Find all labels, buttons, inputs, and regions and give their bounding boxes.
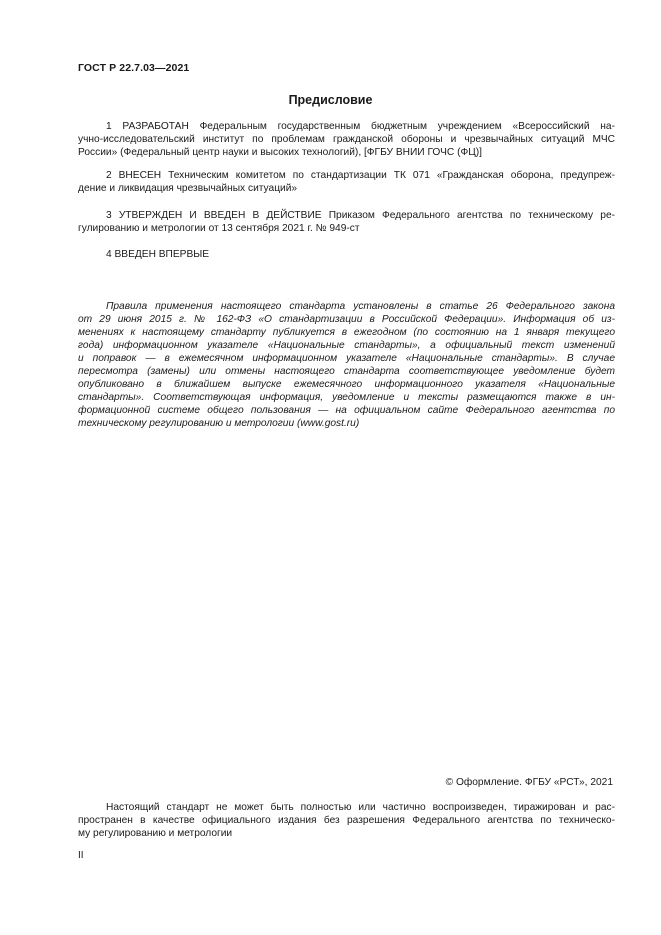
notice-line: года) информационном указателе «Национальные стандарты», а официальный текст изменений bbox=[78, 340, 615, 351]
notice-line: техническому регулированию и метрологии (www.gost.ru) bbox=[78, 418, 360, 429]
notice-line: менениях к настоящему стандарту публикуется в ежегодном (по состоянию на 1 января текущего bbox=[78, 327, 615, 338]
notice-line: пересмотра (замены) или отмены настоящего стандарта соответствующее уведомление будет bbox=[78, 366, 615, 377]
notice-line: и поправок — в ежемесячном информационном указателе «Национальные стандарты». В случае bbox=[78, 353, 615, 364]
preface-item-1-line-2: учно-исследовательский институт по проблемам гражданской обороны и чрезвычайных ситуаций МЧС bbox=[78, 134, 615, 145]
preface-item-3-line-2: гулированию и метрологии от 13 сентября 2021 г. № 949-ст bbox=[78, 223, 360, 234]
notice-line: формационной системе общего пользования — на официальном сайте Федерального агентства по bbox=[78, 405, 615, 416]
page-number: II bbox=[78, 850, 84, 861]
notice-line: Правила применения настоящего стандарта установлены в статье 26 Федерального закона bbox=[106, 301, 615, 312]
preface-item-4 bbox=[78, 248, 615, 261]
preface-item-4-line-1: 4 ВВЕДЕН ВПЕРВЫЕ bbox=[106, 249, 210, 260]
preface-item-3 bbox=[78, 209, 615, 235]
preface-item-1-line-1: 1 РАЗРАБОТАН Федеральным государственным бюджетным учреждением «Всероссийский на- bbox=[106, 121, 615, 132]
notice-line: опубликовано в ближайшем выпуске ежемесячного информационного указателя «Национальные bbox=[78, 379, 615, 390]
preface-item-1-line-3: России» (Федеральный центр науки и высоких технологий), [ФГБУ ВНИИ ГОЧС (ФЦ)] bbox=[78, 147, 482, 158]
rights-notice bbox=[78, 801, 615, 840]
notice-line: от 29 июня 2015 г. № 162-ФЗ «О стандартизации в Российской Федерации». Информация об из- bbox=[78, 314, 615, 325]
preface-item-2 bbox=[78, 169, 615, 195]
notice-line: стандарты». Соответствующая информация, уведомление и тексты размещаются также в ин- bbox=[78, 392, 615, 403]
copyright-notice: © Оформление. ФГБУ «РСТ», 2021 bbox=[445, 777, 613, 788]
preface-item-2-line-1: 2 ВНЕСЕН Техническим комитетом по стандартизации ТК 071 «Гражданская оборона, предупреж- bbox=[106, 170, 615, 181]
preface-item-1 bbox=[78, 120, 615, 159]
rights-line: му регулированию и метрологии bbox=[78, 828, 233, 839]
rights-line: пространен в качестве официального издания без разрешения Федерального агентства по техническо- bbox=[78, 815, 615, 826]
preface-item-3-line-1: 3 УТВЕРЖДЕН И ВВЕДЕН В ДЕЙСТВИЕ Приказом Федерального агентства по техническому ре- bbox=[106, 210, 615, 221]
doc-code: ГОСТ Р 22.7.03—2021 bbox=[78, 62, 190, 74]
standard-usage-notice bbox=[78, 300, 615, 430]
page-title: Предисловие bbox=[288, 93, 373, 107]
rights-line: Настоящий стандарт не может быть полностью или частично воспроизведен, тиражирован и рас- bbox=[106, 802, 615, 813]
preface-item-2-line-2: дение и ликвидация чрезвычайных ситуаций» bbox=[78, 183, 298, 194]
